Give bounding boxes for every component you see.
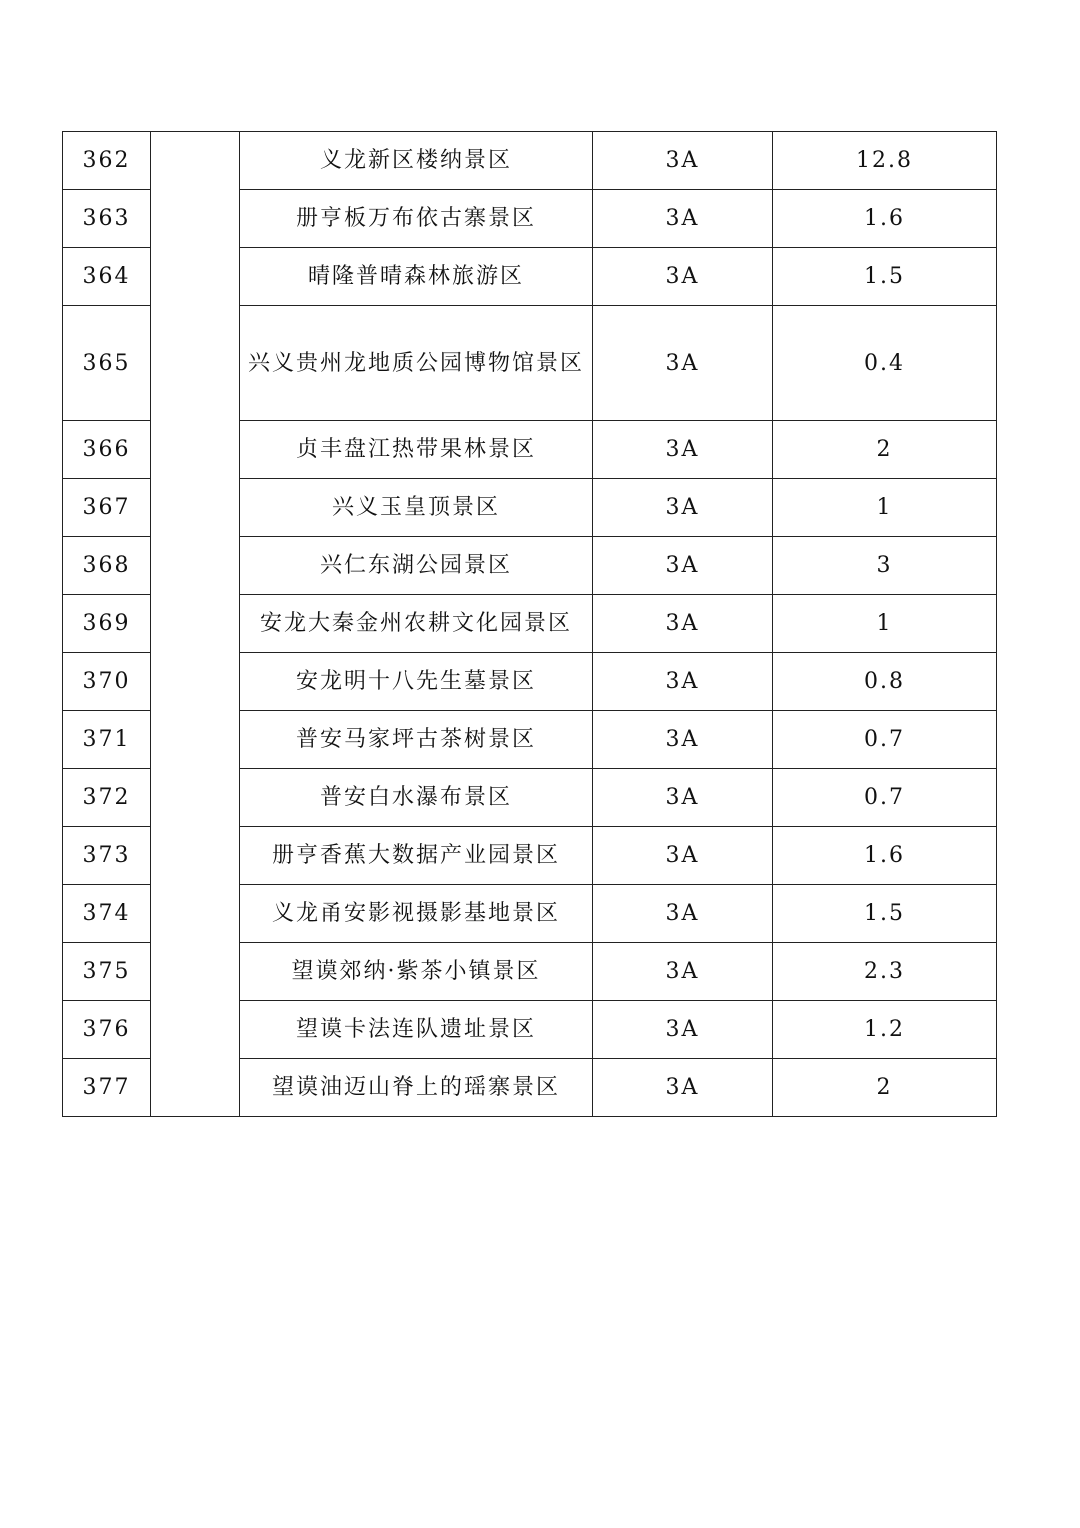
row-number: 372 (63, 769, 151, 827)
scenic-area-value: 1 (773, 595, 997, 653)
scenic-area-grade: 3A (593, 190, 773, 248)
row-number: 363 (63, 190, 151, 248)
scenic-area-value: 2 (773, 1059, 997, 1117)
row-number: 369 (63, 595, 151, 653)
row-number: 377 (63, 1059, 151, 1117)
scenic-area-grade: 3A (593, 885, 773, 943)
scenic-area-value: 1.5 (773, 248, 997, 306)
scenic-area-value: 0.7 (773, 769, 997, 827)
scenic-area-grade: 3A (593, 943, 773, 1001)
scenic-area-value: 1.2 (773, 1001, 997, 1059)
row-number: 371 (63, 711, 151, 769)
scenic-area-value: 0.7 (773, 711, 997, 769)
row-number: 365 (63, 306, 151, 421)
scenic-area-value: 2.3 (773, 943, 997, 1001)
scenic-area-name: 晴隆普晴森林旅游区 (240, 248, 593, 306)
scenic-area-grade: 3A (593, 1059, 773, 1117)
scenic-area-name: 册亨板万布依古寨景区 (240, 190, 593, 248)
scenic-area-grade: 3A (593, 595, 773, 653)
scenic-area-name: 册亨香蕉大数据产业园景区 (240, 827, 593, 885)
scenic-area-name: 兴义玉皇顶景区 (240, 479, 593, 537)
scenic-area-grade: 3A (593, 711, 773, 769)
scenic-area-grade: 3A (593, 769, 773, 827)
scenic-area-value: 0.4 (773, 306, 997, 421)
scenic-area-grade: 3A (593, 537, 773, 595)
scenic-area-value: 3 (773, 537, 997, 595)
scenic-area-grade: 3A (593, 827, 773, 885)
row-number: 368 (63, 537, 151, 595)
scenic-area-value: 2 (773, 421, 997, 479)
scenic-area-grade: 3A (593, 421, 773, 479)
region-merged-cell (151, 132, 240, 1117)
scenic-area-grade: 3A (593, 653, 773, 711)
scenic-area-name: 安龙明十八先生墓景区 (240, 653, 593, 711)
row-number: 362 (63, 132, 151, 190)
row-number: 367 (63, 479, 151, 537)
scenic-area-table (62, 131, 997, 1117)
scenic-area-value: 1 (773, 479, 997, 537)
scenic-area-value: 1.6 (773, 827, 997, 885)
row-number: 366 (63, 421, 151, 479)
scenic-area-value: 0.8 (773, 653, 997, 711)
scenic-area-grade: 3A (593, 248, 773, 306)
row-number: 373 (63, 827, 151, 885)
scenic-area-name: 望谟卡法连队遗址景区 (240, 1001, 593, 1059)
scenic-area-name: 普安白水瀑布景区 (240, 769, 593, 827)
scenic-area-name: 望谟油迈山脊上的瑶寨景区 (240, 1059, 593, 1117)
row-number: 364 (63, 248, 151, 306)
scenic-area-grade: 3A (593, 306, 773, 421)
table-row (63, 132, 997, 190)
scenic-area-name: 义龙新区楼纳景区 (240, 132, 593, 190)
scenic-area-grade: 3A (593, 479, 773, 537)
scenic-area-value: 12.8 (773, 132, 997, 190)
scenic-area-name: 贞丰盘江热带果林景区 (240, 421, 593, 479)
scenic-area-name: 望谟郊纳·紫茶小镇景区 (240, 943, 593, 1001)
scenic-area-name: 安龙大秦金州农耕文化园景区 (240, 595, 593, 653)
scenic-area-name: 义龙甬安影视摄影基地景区 (240, 885, 593, 943)
scenic-area-name: 兴仁东湖公园景区 (240, 537, 593, 595)
scenic-area-name: 普安马家坪古茶树景区 (240, 711, 593, 769)
scenic-area-value: 1.5 (773, 885, 997, 943)
scenic-area-name: 兴义贵州龙地质公园博物馆景区 (240, 306, 593, 421)
row-number: 376 (63, 1001, 151, 1059)
row-number: 375 (63, 943, 151, 1001)
row-number: 374 (63, 885, 151, 943)
scenic-area-grade: 3A (593, 132, 773, 190)
scenic-area-grade: 3A (593, 1001, 773, 1059)
row-number: 370 (63, 653, 151, 711)
scenic-area-value: 1.6 (773, 190, 997, 248)
